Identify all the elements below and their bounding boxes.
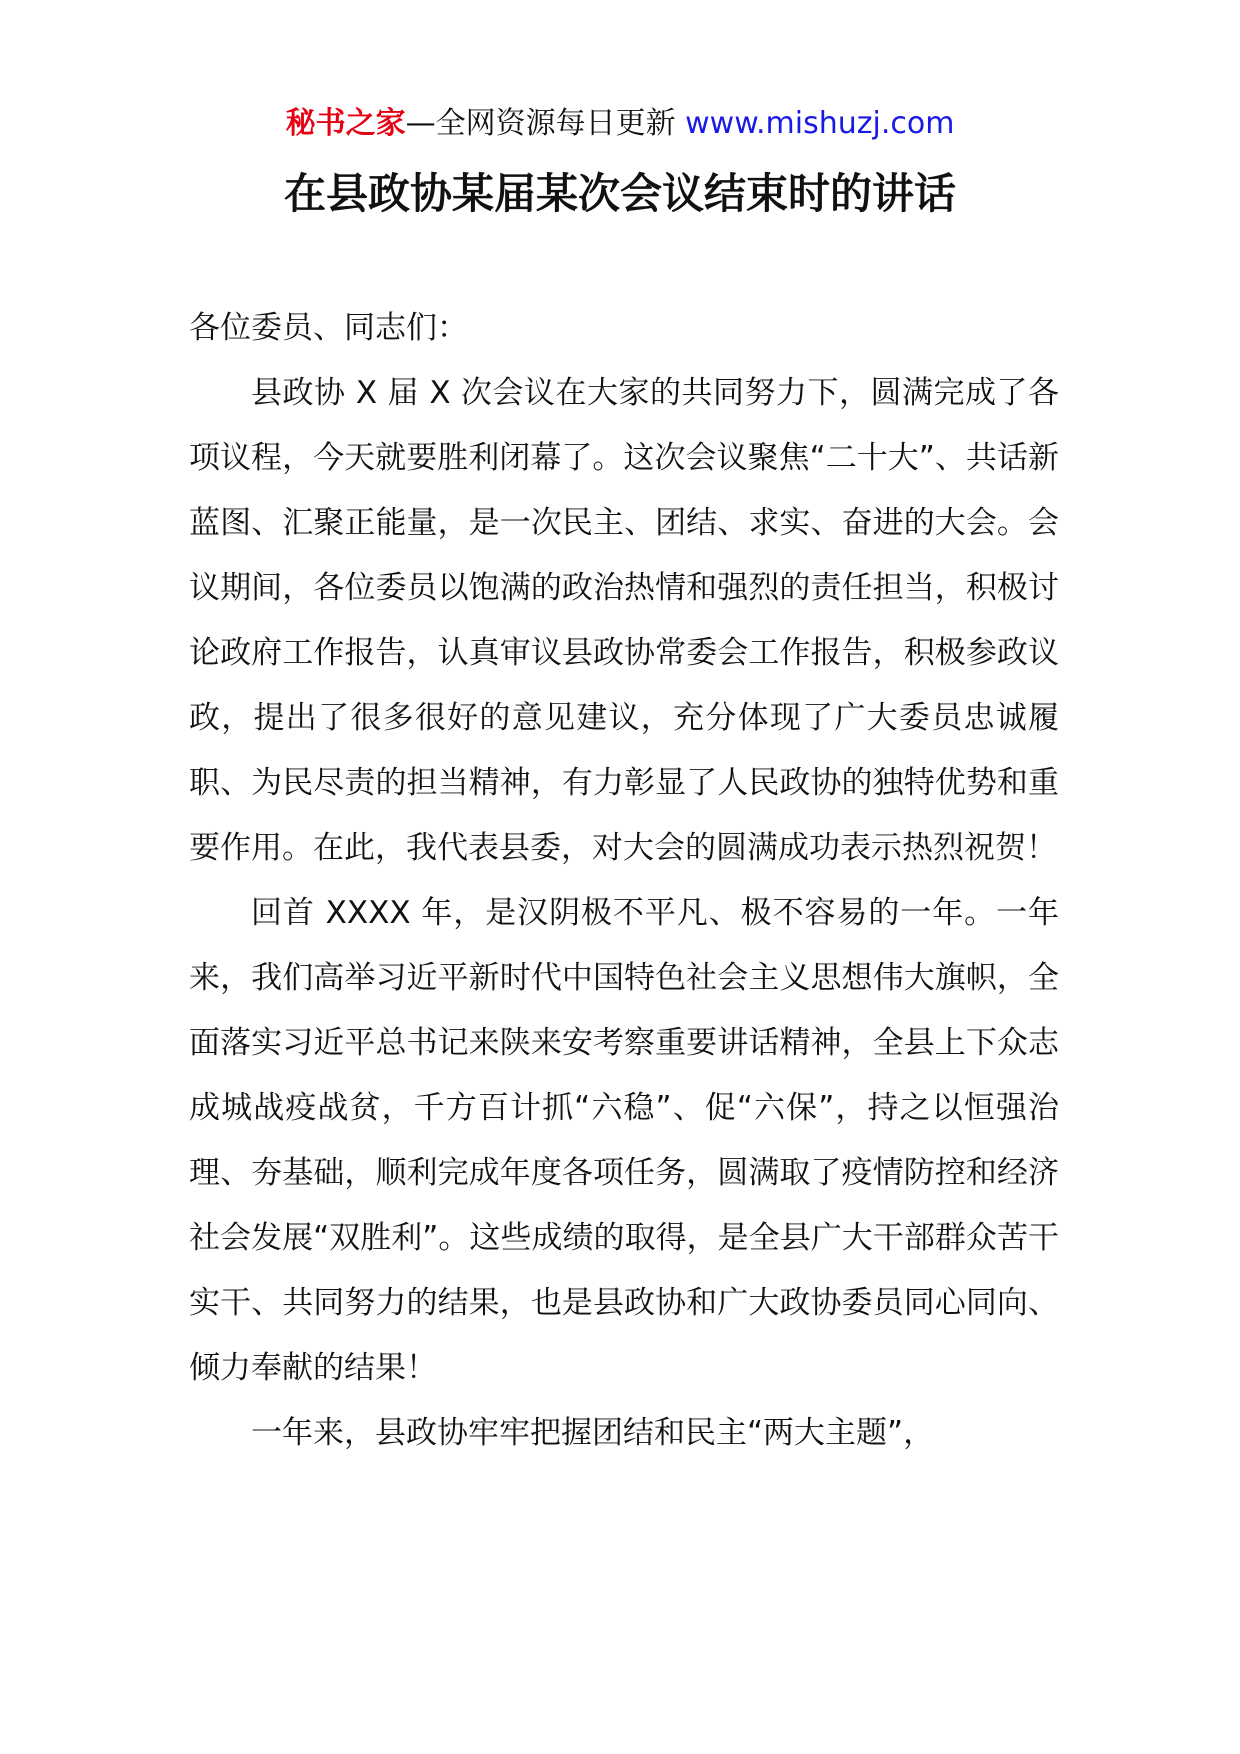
paragraph: 县政协 X 届 X 次会议在大家的共同努力下，圆满完成了各项议程，今天就要胜利闭幕了。这次会议聚焦“二十大”、共话新蓝图、汇聚正能量，是一次民主、团结、求实、奋进的大会。会议期间，各位委员以饱满的政治热情和强烈的责任担当，积极讨论政府工作报告，认真审议县政协常委会工作报告，积极参政议政，提出了很多很好的意见建议，充分体现了广大委员忠诚履职、为民尽责的担当精神，有力彰显了人民政协的独特优势和重要作用。在此，我代表县委，对大会的圆满成功表示热烈祝贺！	[189, 375, 1059, 866]
site-url[interactable]: www.mishuzj.com	[685, 106, 955, 141]
salutation: 各位委员、同志们：	[189, 310, 468, 346]
document-title: 在县政协某届某次会议结束时的讲话	[283, 169, 956, 218]
site-tagline: —全网资源每日更新	[405, 106, 686, 141]
site-header	[0, 104, 1240, 144]
paragraph: 一年来，县政协牢牢把握团结和民主“两大主题”，	[251, 1415, 935, 1451]
paragraph: 回首 XXXX 年，是汉阴极不平凡、极不容易的一年。一年来，我们高举习近平新时代中国特色社会主义思想伟大旗帜，全面落实习近平总书记来陕来安考察重要讲话精神，全县上下众志成城战疫战贫，千方百计抓“六稳”、促“六保”，持之以恒强治理、夯基础，顺利完成年度各项任务，圆满取了疫情防控和经济社会发展“双胜利”。这些成绩的取得，是全县广大干部群众苦干实干、共同努力的结果，也是县政协和广大政协委员同心同向、倾力奉献的结果！	[189, 895, 1059, 1386]
document-body	[189, 296, 1059, 1466]
site-brand: 秘书之家	[285, 106, 406, 141]
